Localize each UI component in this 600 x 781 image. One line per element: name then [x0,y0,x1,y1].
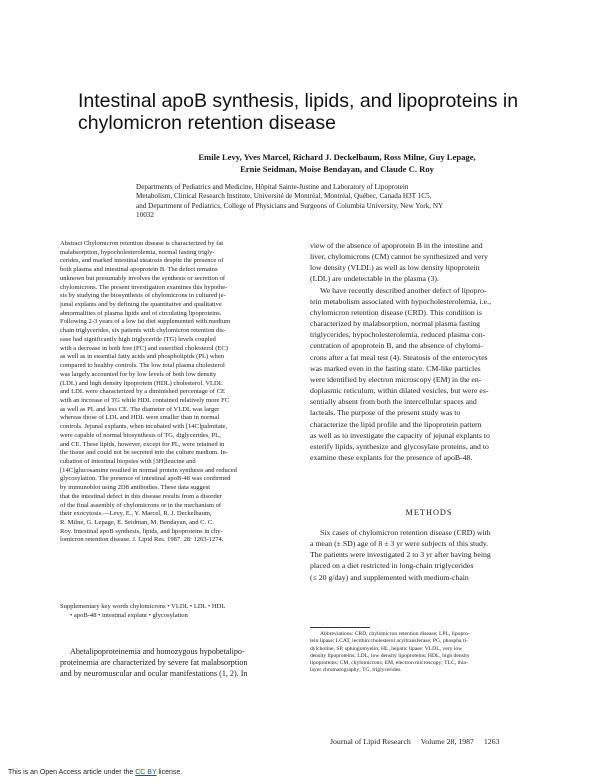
text-line: doplasmic reticulum, within dilated vesicles, but were es- [310,386,489,396]
text-line: liver, chylomicrons (CM) cannot be synthesized and very [310,252,488,262]
body-line: proteinemia are characterized by severe fat malabsorption [60,658,248,668]
affiliation [136,183,564,221]
abbreviations-footnote [310,631,550,675]
page-number: 1263 [483,737,500,746]
text-line: controls. Jejunal explants, when incubated with [14C]palmitate, [60,423,228,431]
text-line: tein lipase; LCAT, lecithin:cholesterol acyltransferase; PG, phospha ti- [310,638,468,645]
text-line: lipoproteins; CM, chylomicrons; EM, electron microscopy; TLC, thin- [310,660,469,667]
volume-info: Volume 28, 1987 [420,737,474,746]
text-line: that the intestinal defect in this disease results from a disorder [60,492,222,500]
author-line: Emile Levy, Yves Marcel, Richard J. Deckelbaum, Ross Milne, Guy Lepage, [198,152,476,162]
journal-name: Journal of Lipid Research [330,737,411,746]
footnote-divider [310,627,370,628]
text-line: sis by studying the biosynthesis of chylomicrons in cultured je- [60,292,226,300]
text-line: malabsorption, hypocholesterolemia, normal fasting trigly- [60,248,215,256]
affiliation-line: Metabolism, Clinical Research Institute, Université de Montréal, Montréal, Québec, Canada H3T 1C5, [136,192,432,201]
text-line: by immunoblot using 2D8 antibodies. These data suggest [60,484,211,492]
keywords [60,603,296,621]
license-link[interactable]: CC BY [135,769,157,776]
text-line: Roy. Intestinal apoB synthesis, lipids, and lipoproteins in chy- [60,527,223,535]
text-line: characterized by malabsorption, normal plasma fasting [310,319,481,329]
text-line: (LDL) are undetectable in the plasma (3). [310,274,439,284]
text-line: tein metabolism associated with hypocholesterolemia, i.e., [310,296,492,306]
author-line: Ernie Seidman, Moise Bendayan, and Claude C. Roy [240,163,434,174]
text-line: We have recently described another defect of lipopro- [320,285,487,295]
text-line: cubation of intestinal biopsies with [3H]leucine and [60,457,196,465]
text-line: characterize the lipid profile and the lipoprotein pattern [310,419,482,429]
access-suffix: license. [158,769,183,776]
text-line: chain triglycerides, six patients with chylomicron retention dis- [60,327,226,335]
text-line: both plasma and intestinal apoprotein B. The defect remains [60,266,218,274]
text-line: junal explants and by defining the quantitative and qualitative [60,301,222,309]
affiliation-line: and Department of Pediatrics, College of Physicians and Surgeons of Columbia University, New York, NY [136,201,444,210]
text-line: the tissue and could not be secreted into the culture medium. In- [60,449,228,457]
text-line: compared to healthy controls. The low total plasma cholesterol [60,362,225,370]
title-line: Intestinal apoB synthesis, lipids, and lipoproteins in [78,90,519,112]
text-line: a mean (± SD) age of 8 ± 3 yr were subjects of this study. [310,539,489,549]
text-line: with a decrease in both free (FC) and esterified cholesterol (EC) [60,344,228,352]
introduction-right [310,240,548,463]
text-line: was marked even in the fasting state. CM-like particles [310,363,481,373]
text-line: as well as PL and less CE. The diameter of VLDL was larger [60,405,220,413]
text-line: crons after a fat meal test (4). Steatosis of the enterocytes [310,352,488,362]
text-line: layer chromatography; TG, triglycerides. [310,667,402,674]
text-line: Following 2-3 years of a low fat diet supplemented with medium [60,318,231,326]
keywords-line: • apoB-48 • intestinal explant • glycosylation [70,611,188,619]
text-line: [14C]glucosamine resulted in normal protein synthesis and reduced [60,466,237,474]
text-line: of the final assembly of chylomicrons or in the mechanism of [60,501,222,509]
keywords-line: Supplementary key words chylomicrons • VLDL • LDL • HDL [60,603,226,610]
text-line: and CE. These lipids, however, except for PL, were retained in [60,440,225,448]
affiliation-line: 10032 [136,211,154,220]
text-line: lacteals. The purpose of the present study was to [310,408,461,418]
introduction-left [60,646,300,680]
text-line: R. Milne, G. Lepage, E. Seidman, M. Bendayan, and C. C. [60,519,214,526]
text-line: with an increase of TG while HDL contained relatively more FC [60,396,230,404]
text-line: view of the absence of apoprotein B in the intestine and [310,241,483,250]
title-line: chylomicron retention disease [78,112,336,134]
text-line: chylomicron retention disease (CRD). This condition is [310,307,482,317]
text-line: low density (VLDL) as well as low density lipoprotein [310,263,480,273]
access-prefix: This is an Open Access article under the [8,769,134,776]
text-line: as well as to investigate the capacity of jejunal explants to [310,430,490,440]
methods-heading: METHODS [405,508,453,517]
text-line: chylomicrons. The present investigation examines this hypothe- [60,283,228,291]
text-line: (≤ 20 g/day) and supplemented with medium-chain [310,572,469,582]
text-line: triglycerides, hypocholesterolemia, reduced plasma con- [310,330,486,340]
text-line: esterify lipids, synthesize and glycosylate proteins, and to [310,441,489,451]
text-line: abnormalities of plasma lipids and of circulating lipoproteins. [60,309,222,317]
text-line: ease had significantly high triglyceride (TG) levels coupled [60,335,216,343]
text-line: placed on a diet restricted in long-chain triglycerides [310,561,474,571]
body-line: and by neuromuscular and ocular manifestations (1, 2). In [60,669,248,679]
text-line: centration of apoprotein B, and the absence of chylomi- [310,341,483,351]
body-line: Abetalipoproteinemia and homozygous hypobetalipo- [70,647,245,656]
abstract [60,240,296,545]
text-line: dylcholine, SP, sphingomyelin; HL, hepatic lipase; VLDL, very low [310,645,463,652]
text-line: were capable of normal biosynthesis of TG, diglycerides, PL, [60,431,221,439]
text-line: density lipoproteins; LDL, low density lipoproteins; HDL, high density [310,652,470,659]
affiliation-line: Departments of Pediatrics and Medicine, Hôpital Sainte-Justine and Laboratory of Lipoprotein [136,183,409,191]
running-footer [330,737,560,746]
methods-text [310,527,548,583]
author-list [132,152,542,175]
text-line: glycosylation. The presence of intestinal apoB-48 was confirmed [60,475,231,483]
text-line: sentially absent from both the intercellular spaces and [310,397,477,407]
text-line: and LDL were characterized by a diminished percentage of CE [60,388,225,396]
text-line: lomicron retention disease. J. Lipid Res. 1987. 28: 1263-1274. [60,536,224,544]
article-title [78,90,558,134]
open-access-note [8,769,182,776]
text-line: The patients were investigated 2 to 3 yr after having being [310,550,491,560]
text-line: were identified by electron microscopy (EM) in the en- [310,374,482,384]
text-line: Six cases of chylomicron retention disease (CRD) with [320,528,491,537]
text-line: Abstract Chylomicron retention disease is characterized by fat [60,240,224,247]
text-line: Abbreviations: CRD, chylomicron retention disease; LPL, lipopro- [320,631,470,637]
text-line: their exocytosis.—Levy, E., Y. Marcel, R. J. Deckelbaum, [60,510,212,518]
text-line: cerides, and marked intestinal steatosis despite the presence of [60,257,224,265]
text-line: (LDL) and high density lipoprotein (HDL) cholesterol. VLDL [60,379,223,387]
text-line: unknown but presumably involves the synthesis or secretion of [60,274,226,282]
text-line: whereas those of LDL and HDL were smaller than in normal [60,414,220,422]
text-line: as well as in essential fatty acids and phospholipids (PL) when [60,353,225,361]
text-line: was largely accounted for by low levels of both low density [60,370,217,378]
text-line: examine these explants for the presence of apoB-48. [310,452,473,462]
